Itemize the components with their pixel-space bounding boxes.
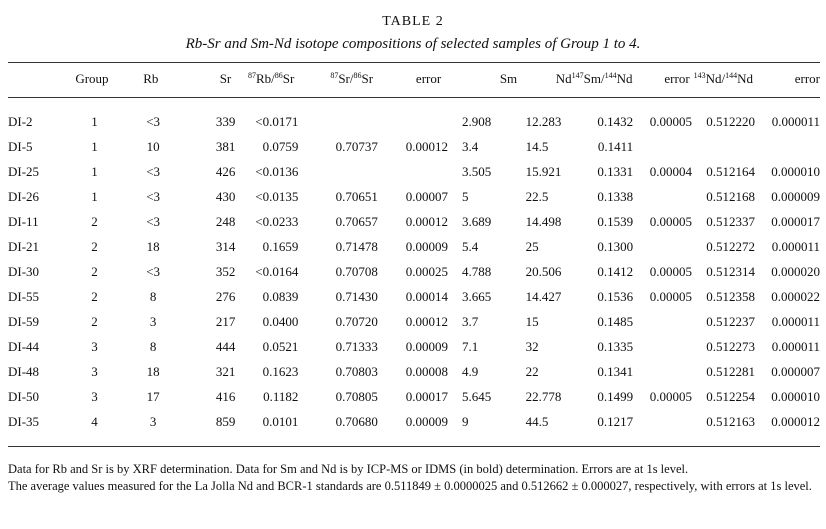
cell-error-nd: 0.000007 [771, 363, 820, 379]
cell-sr-sr-ratio: 0.70720 [335, 313, 378, 329]
table-row [8, 359, 820, 384]
cell-error-nd: 0.000011 [771, 338, 820, 354]
cell-error-sm-nd [633, 409, 692, 434]
cell-rb: <3 [146, 163, 161, 179]
cell-rb: 3 [149, 413, 157, 429]
cell-sr: 426 [215, 163, 236, 179]
cell-nd-nd-ratio: 0.512168 [706, 188, 755, 204]
cell-rb: <3 [146, 263, 161, 279]
cell-nd-nd-ratio: 0.512272 [706, 238, 755, 254]
cell-sm-nd-ratio: 0.1217 [597, 413, 634, 429]
cell-sr-sr-ratio [298, 109, 377, 134]
table-row [8, 109, 820, 134]
header-sm: Sm [499, 71, 518, 86]
cell-error-nd: 0.000020 [771, 263, 820, 279]
cell-sr-sr-ratio: 0.71478 [335, 238, 378, 254]
cell-sample: DI-48 [8, 363, 40, 379]
cell-rb: 18 [146, 363, 160, 379]
cell-error-sm-nd [633, 359, 692, 384]
bottom-rule [8, 446, 820, 447]
cell-sample: DI-50 [8, 388, 40, 404]
cell-sr-sr-ratio: 0.70708 [335, 263, 378, 279]
table-row [8, 159, 820, 184]
cell-nd-nd-ratio: 0.512358 [706, 288, 755, 304]
table-row [8, 309, 820, 334]
cell-sm-nd-ratio: 0.1300 [597, 238, 634, 254]
cell-nd: 22 [525, 363, 539, 379]
cell-sr-sr-ratio: 0.70680 [335, 413, 378, 429]
cell-sr-sr-ratio: 0.70651 [335, 188, 378, 204]
header-rb: Rb [143, 71, 159, 86]
cell-group: 2 [91, 238, 98, 254]
cell-group: 4 [91, 413, 98, 429]
cell-sm: 2.908 [461, 113, 492, 129]
cell-sample: DI-11 [8, 213, 39, 229]
cell-error-nd: 0.000010 [771, 388, 820, 404]
cell-error-sm-nd [633, 309, 692, 334]
cell-error-nd: 0.000011 [771, 238, 820, 254]
cell-sr: 430 [215, 188, 236, 204]
header-error-sr: error [415, 71, 442, 86]
cell-rb-sr-ratio: 0.0839 [262, 288, 299, 304]
header-nd: Nd [555, 71, 572, 86]
table-row [8, 234, 820, 259]
cell-nd: 12.283 [525, 113, 562, 129]
cell-rb-sr-ratio: <0.0136 [255, 163, 299, 179]
cell-rb-sr-ratio: <0.0135 [255, 188, 299, 204]
cell-rb-sr-ratio: 0.1659 [262, 238, 299, 254]
cell-error-sr: 0.00017 [405, 388, 448, 404]
cell-nd: 32 [525, 338, 539, 354]
cell-error-sm-nd [633, 234, 692, 259]
header-sm-nd-ratio: $^{147}$Sm/$^{144}$Nd [571, 71, 633, 86]
cell-sr: 339 [215, 113, 236, 129]
cell-sm: 5 [461, 188, 469, 204]
cell-error-sm-nd [633, 334, 692, 359]
table-row [8, 259, 820, 284]
cell-nd-nd-ratio: 0.512164 [706, 163, 755, 179]
table-row [8, 134, 820, 159]
cell-nd: 14.5 [525, 138, 549, 154]
cell-sm-nd-ratio: 0.1331 [597, 163, 634, 179]
cell-sample: DI-35 [8, 413, 40, 429]
cell-nd: 15.921 [525, 163, 562, 179]
cell-group: 3 [91, 338, 98, 354]
table-row [8, 384, 820, 409]
cell-rb-sr-ratio: 0.0400 [262, 313, 299, 329]
cell-sr: 248 [215, 213, 236, 229]
cell-error-nd: 0.000017 [771, 213, 820, 229]
cell-error-sm-nd: 0.00004 [649, 163, 692, 179]
header-sr: Sr [219, 71, 232, 86]
cell-nd: 14.427 [525, 288, 562, 304]
cell-nd: 25 [525, 238, 539, 254]
cell-nd: 22.778 [525, 388, 562, 404]
cell-group: 2 [91, 288, 98, 304]
cell-sm: 3.689 [461, 213, 492, 229]
cell-rb: 8 [149, 288, 157, 304]
cell-rb: <3 [146, 213, 161, 229]
cell-sr-sr-ratio [298, 159, 377, 184]
cell-error-sm-nd [633, 134, 692, 159]
table-footnotes [8, 461, 820, 495]
cell-sm: 3.7 [461, 313, 479, 329]
table-row [8, 184, 820, 209]
cell-sr-sr-ratio: 0.70803 [335, 363, 378, 379]
cell-nd: 15 [525, 313, 539, 329]
table-body [8, 109, 820, 434]
cell-nd: 22.5 [525, 188, 549, 204]
table-row [8, 209, 820, 234]
cell-sm-nd-ratio: 0.1485 [597, 313, 634, 329]
header-nd-nd-ratio: $^{143}$Nd/$^{144}$Nd [693, 71, 754, 86]
cell-group: 1 [91, 113, 98, 129]
cell-error-sr: 0.00025 [405, 263, 448, 279]
cell-error-sr: 0.00012 [405, 313, 448, 329]
header-sample [8, 68, 65, 90]
cell-error-sr: 0.00009 [405, 238, 448, 254]
cell-rb-sr-ratio: 0.0759 [262, 138, 299, 154]
header-sr-sr-ratio: $^{87}$Sr/$^{86}$Sr [330, 71, 374, 86]
cell-error-sm-nd: 0.00005 [649, 113, 692, 129]
cell-nd-nd-ratio: 0.512220 [706, 113, 755, 129]
cell-rb-sr-ratio: 0.1623 [262, 363, 299, 379]
header-row [8, 68, 820, 90]
cell-sr-sr-ratio: 0.71333 [335, 338, 378, 354]
cell-error-sm-nd [633, 184, 692, 209]
cell-rb-sr-ratio: 0.0521 [262, 338, 299, 354]
cell-group: 1 [91, 138, 98, 154]
cell-sample: DI-55 [8, 288, 40, 304]
cell-nd-nd-ratio: 0.512163 [706, 413, 755, 429]
cell-error-sr [378, 109, 448, 134]
cell-sample: DI-21 [8, 238, 40, 254]
cell-error-sm-nd: 0.00005 [649, 263, 692, 279]
cell-error-nd: 0.000012 [771, 413, 820, 429]
cell-group: 1 [91, 163, 98, 179]
cell-error-nd: 0.000011 [771, 313, 820, 329]
cell-nd: 44.5 [525, 413, 549, 429]
cell-error-sm-nd: 0.00005 [649, 388, 692, 404]
cell-error-nd: 0.000011 [771, 113, 820, 129]
cell-sm-nd-ratio: 0.1338 [597, 188, 634, 204]
cell-nd-nd-ratio: 0.512237 [706, 313, 755, 329]
cell-sm: 3.665 [461, 288, 492, 304]
cell-sm: 4.9 [461, 363, 479, 379]
cell-group: 2 [91, 263, 98, 279]
cell-sr: 321 [215, 363, 236, 379]
cell-sample: DI-2 [8, 113, 33, 129]
table-label: TABLE 2 [382, 14, 444, 29]
cell-sm-nd-ratio: 0.1432 [597, 113, 634, 129]
cell-sm: 5.4 [461, 238, 479, 254]
cell-nd-nd-ratio: 0.512314 [706, 263, 755, 279]
cell-nd-nd-ratio: 0.512281 [706, 363, 755, 379]
cell-rb-sr-ratio: 0.1182 [263, 388, 299, 404]
cell-rb: <3 [146, 113, 161, 129]
top-rule [8, 62, 820, 63]
cell-error-nd [755, 134, 820, 159]
cell-sm-nd-ratio: 0.1539 [597, 213, 634, 229]
cell-error-sr: 0.00009 [405, 413, 448, 429]
cell-error-sm-nd: 0.00005 [649, 213, 692, 229]
cell-error-sm-nd: 0.00005 [649, 288, 692, 304]
cell-sr-sr-ratio: 0.70737 [335, 138, 378, 154]
cell-rb-sr-ratio: <0.0171 [255, 113, 299, 129]
cell-error-sr: 0.00012 [405, 213, 448, 229]
cell-error-sr: 0.00009 [405, 338, 448, 354]
cell-nd: 20.506 [525, 263, 562, 279]
cell-error-nd: 0.000022 [771, 288, 820, 304]
cell-sr-sr-ratio: 0.70805 [335, 388, 378, 404]
cell-sm-nd-ratio: 0.1411 [597, 138, 634, 154]
table-row [8, 334, 820, 359]
cell-group: 2 [91, 313, 98, 329]
cell-error-sr: 0.00012 [405, 138, 448, 154]
cell-rb: 18 [146, 238, 160, 254]
cell-sample: DI-25 [8, 163, 40, 179]
cell-sm: 3.4 [461, 138, 479, 154]
cell-sm-nd-ratio: 0.1499 [597, 388, 634, 404]
table-row [8, 284, 820, 309]
cell-sample: DI-30 [8, 263, 40, 279]
cell-sr: 217 [215, 313, 236, 329]
header-error-sm-nd: error [664, 71, 690, 86]
cell-rb: 3 [149, 313, 157, 329]
cell-sm-nd-ratio: 0.1536 [597, 288, 634, 304]
cell-group: 3 [91, 388, 98, 404]
cell-sm: 3.505 [461, 163, 492, 179]
cell-rb: <3 [146, 188, 161, 204]
cell-sr: 276 [215, 288, 236, 304]
cell-sample: DI-59 [8, 313, 40, 329]
cell-rb: 10 [146, 138, 160, 154]
cell-sm-nd-ratio: 0.1341 [597, 363, 634, 379]
cell-error-sr: 0.00007 [405, 188, 448, 204]
cell-rb: 8 [149, 338, 157, 354]
cell-sr-sr-ratio: 0.70657 [335, 213, 378, 229]
cell-sr: 314 [215, 238, 236, 254]
header-rule [8, 97, 820, 98]
cell-sr: 381 [215, 138, 236, 154]
cell-rb-sr-ratio: 0.0101 [262, 413, 299, 429]
header-error-nd: error [794, 71, 820, 86]
cell-error-sr [378, 159, 448, 184]
footnote-standards: The average values measured for the La Jolla Nd and BCR-1 standards are 0.511849 ± 0.0000025 and 0.512662 ± 0.000027, respectively, with errors at 1s level. [8, 479, 812, 493]
cell-sample: DI-26 [8, 188, 40, 204]
cell-sm-nd-ratio: 0.1335 [597, 338, 634, 354]
cell-group: 2 [91, 213, 98, 229]
cell-sr: 444 [215, 338, 236, 354]
cell-group: 3 [91, 363, 98, 379]
cell-nd-nd-ratio: 0.512273 [706, 338, 755, 354]
cell-sr: 352 [215, 263, 236, 279]
cell-nd-nd-ratio [692, 134, 755, 159]
cell-nd-nd-ratio: 0.512254 [706, 388, 755, 404]
cell-rb: 17 [146, 388, 160, 404]
cell-group: 1 [91, 188, 98, 204]
cell-sm: 7.1 [461, 338, 479, 354]
cell-nd-nd-ratio: 0.512337 [706, 213, 755, 229]
table-row [8, 409, 820, 434]
cell-sm: 5.645 [461, 388, 492, 404]
cell-rb-sr-ratio: <0.0164 [255, 263, 299, 279]
cell-sr: 859 [215, 413, 236, 429]
cell-sample: DI-44 [8, 338, 40, 354]
isotope-table [8, 109, 820, 434]
cell-sample: DI-5 [8, 138, 33, 154]
cell-nd: 14.498 [525, 213, 562, 229]
cell-sm: 9 [461, 413, 469, 429]
cell-sr: 416 [215, 388, 236, 404]
header-rb-sr-ratio: $^{87}$Rb/$^{86}$Sr [247, 71, 295, 86]
cell-sm: 4.788 [461, 263, 492, 279]
cell-error-sr: 0.00014 [405, 288, 448, 304]
cell-error-nd: 0.000010 [771, 163, 820, 179]
table-title: Rb-Sr and Sm-Nd isotope compositions of selected samples of Group 1 to 4. [185, 36, 641, 52]
cell-error-nd: 0.000009 [771, 188, 820, 204]
header-group: Group [75, 71, 109, 86]
cell-error-sr: 0.00008 [405, 363, 448, 379]
footnote-method: Data for Rb and Sr is by XRF determination. Data for Sm and Nd is by ICP-MS or IDMS (in bold) determination. Errors are at 1s level. [8, 462, 689, 476]
table-header [8, 68, 820, 90]
cell-sm-nd-ratio: 0.1412 [597, 263, 634, 279]
cell-sr-sr-ratio: 0.71430 [335, 288, 378, 304]
cell-rb-sr-ratio: <0.0233 [255, 213, 299, 229]
